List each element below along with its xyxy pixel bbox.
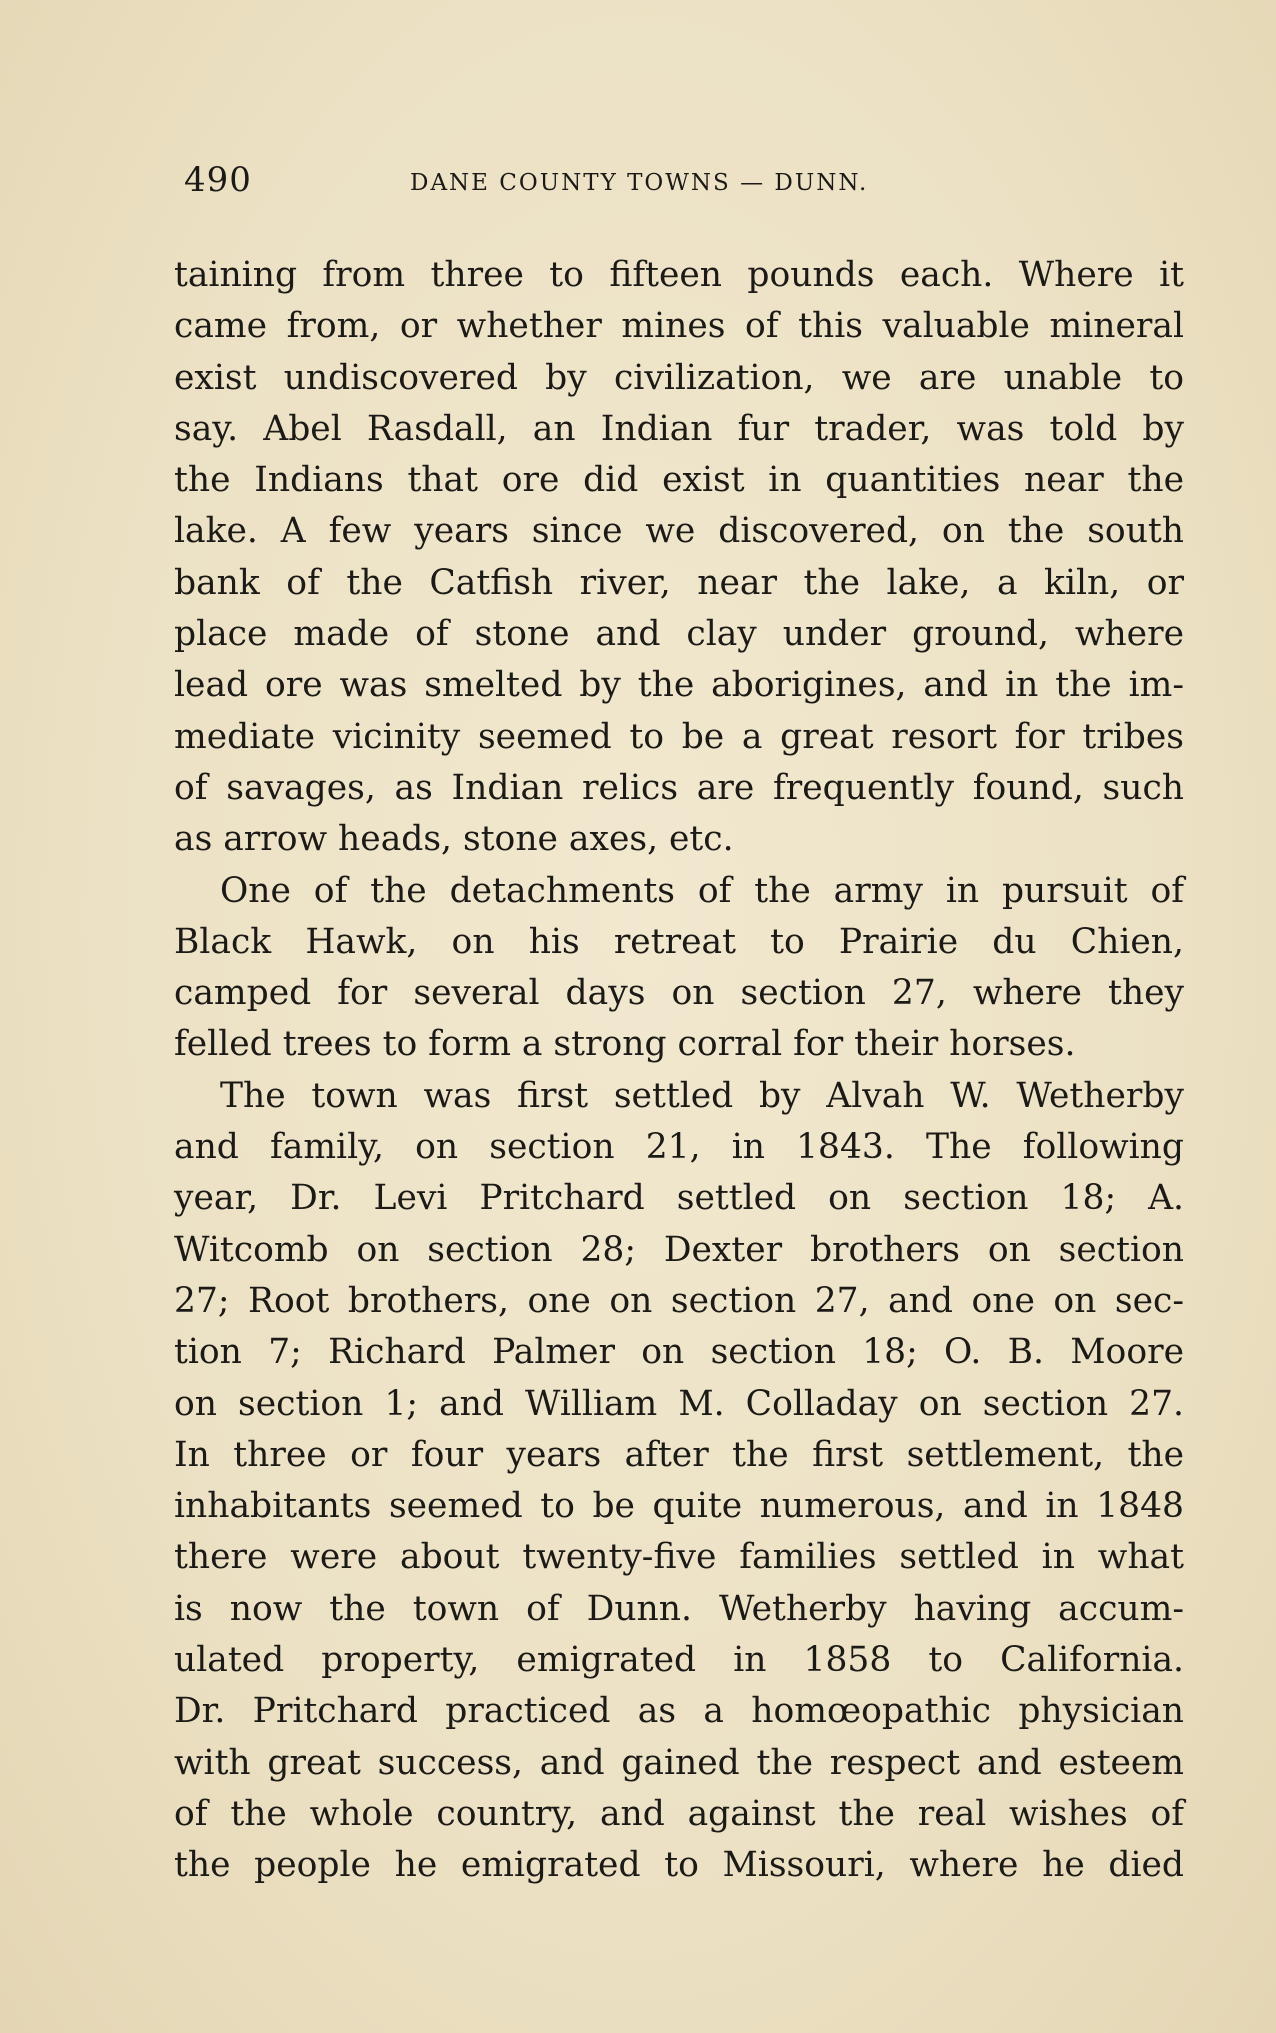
text-line: bank of the Catfish river, near the lake, a kiln, or <box>174 562 1184 603</box>
text-line: there were about twenty-five families settled in what <box>174 1537 1184 1578</box>
running-head: DANE COUNTY TOWNS — DUNN. <box>410 170 869 196</box>
text-line: exist undiscovered by civilization, we are unable to <box>174 357 1184 398</box>
text-line: In three or four years after the first settlement, the <box>174 1434 1184 1475</box>
body-text <box>174 250 1184 1892</box>
text-line: Dr. Pritchard practiced as a homœopathic physician <box>174 1691 1184 1732</box>
text-line: The town was first settled by Alvah W. Wetherby <box>220 1075 1184 1116</box>
text-line: lake. A few years since we discovered, on the south <box>174 511 1184 552</box>
text-line: mediate vicinity seemed to be a great resort for tribes <box>174 716 1184 757</box>
text-line: tion 7; Richard Palmer on section 18; O. B. Moore <box>174 1332 1184 1373</box>
text-line: on section 1; and William M. Colladay on section 27. <box>174 1383 1184 1424</box>
text-line: One of the detachments of the army in pursuit of <box>220 870 1184 911</box>
text-line: say. Abel Rasdall, an Indian fur trader, was told by <box>174 408 1184 449</box>
text-line: felled trees to form a strong corral for their horses. <box>174 1024 1076 1065</box>
text-line: place made of stone and clay under ground, where <box>174 614 1184 655</box>
text-line: lead ore was smelted by the aborigines, and in the im- <box>174 665 1184 706</box>
text-line: camped for several days on section 27, where they <box>174 973 1184 1014</box>
text-line: is now the town of Dunn. Wetherby having accum- <box>174 1588 1184 1629</box>
page-number: 490 <box>184 160 252 200</box>
text-line: the Indians that ore did exist in quantities near the <box>174 460 1184 501</box>
text-line: with great success, and gained the respect and esteem <box>174 1742 1184 1783</box>
page-header <box>184 160 1184 210</box>
text-line: Black Hawk, on his retreat to Prairie du Chien, <box>174 921 1184 962</box>
text-line: of savages, as Indian relics are frequently found, such <box>174 767 1184 808</box>
text-line: Witcomb on section 28; Dexter brothers on section <box>174 1229 1184 1270</box>
text-line: ulated property, emigrated in 1858 to California. <box>174 1640 1184 1681</box>
text-line: taining from three to fifteen pounds each. Where it <box>174 255 1184 295</box>
text-line: inhabitants seemed to be quite numerous, and in 1848 <box>174 1486 1184 1527</box>
text-line: year, Dr. Levi Pritchard settled on section 18; A. <box>174 1178 1184 1219</box>
text-line: came from, or whether mines of this valuable mineral <box>174 306 1184 347</box>
text-line: and family, on section 21, in 1843. The following <box>174 1127 1184 1168</box>
text-line: as arrow heads, stone axes, etc. <box>174 819 734 860</box>
text-line: of the whole country, and against the real wishes of <box>174 1793 1184 1834</box>
text-line: the people he emigrated to Missouri, where he died <box>174 1845 1184 1886</box>
text-line: 27; Root brothers, one on section 27, and one on sec- <box>174 1280 1184 1321</box>
